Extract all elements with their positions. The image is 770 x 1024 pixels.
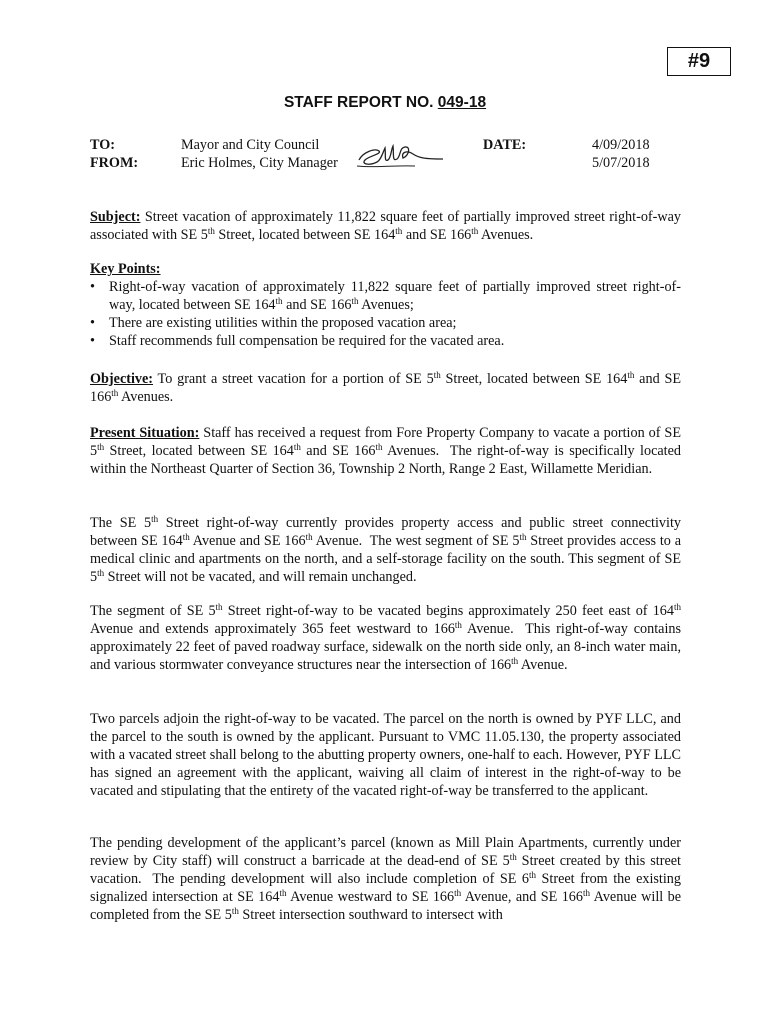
from-label: FROM: xyxy=(90,155,139,171)
signature-initials xyxy=(355,138,445,172)
bullet-icon: • xyxy=(90,315,95,331)
present-situation-paragraph: Present Situation: Staff has received a request from Fore Property Company to vacate a portion of SE 5th Street, located between SE 164th and SE 166th Avenues. The right-of-way is specifically located within the Northeast Quarter of Section 36, Township 2 North, Range 2 East, Willamette Meridian. xyxy=(90,425,682,477)
from-value: Eric Holmes, City Manager xyxy=(181,155,338,171)
key-point-text: There are existing utilities within the proposed vacation area; xyxy=(109,315,457,331)
bullet-icon: • xyxy=(90,333,95,349)
present-situation-label: Present Situation: xyxy=(90,425,200,441)
subject-paragraph: Subject: Street vacation of approximately 11,822 square feet of partially improved street right-of-way associated with SE 5th Street, located between SE 164th and SE 166th Avenues. xyxy=(90,209,681,243)
to-value: Mayor and City Council xyxy=(181,137,320,153)
to-label: TO: xyxy=(90,137,115,153)
key-points-heading xyxy=(90,260,681,278)
date-label: DATE: xyxy=(483,137,527,153)
list-item xyxy=(90,332,681,350)
report-title xyxy=(0,94,770,112)
body-paragraph-connectivity: The SE 5th Street right-of-way currently provides property access and public street connectivity between SE 164th Avenue and SE 166th Avenue. The west segment of SE 5th Street provides access to a medical clinic and apartments on the north, and a self-storage facility on the south. This segment of SE 5th Street will not be vacated, and will remain unchanged. xyxy=(90,514,682,585)
body-paragraph-parcels: Two parcels adjoin the right-of-way to be vacated. The parcel on the north is owned by PYF LLC, and the parcel to the south is owned by the applicant. Pursuant to VMC 11.05.130, the property associated with a vacated street shall belong to the abutting property owners, one-half to each. However, PYF LLC has signed an agreement with the applicant, waiving all claim of interest in the right-of-way to be vacated and stipulating that the entirety of the vacated right-of-way be transferred to the applicant. xyxy=(90,711,681,799)
report-title-prefix: STAFF REPORT NO. xyxy=(283,94,438,111)
objective-paragraph: Objective: To grant a street vacation for a portion of SE 5th Street, located between SE 164th and SE 166th Avenues. xyxy=(90,370,682,405)
key-points-list xyxy=(90,278,681,350)
date-second: 5/07/2018 xyxy=(592,155,650,171)
report-number: 049-18 xyxy=(437,94,487,111)
bullet-icon: • xyxy=(90,279,95,295)
objective-label: Objective: xyxy=(90,371,154,387)
body-paragraph-segment: The segment of SE 5th Street right-of-way to be vacated begins approximately 250 feet east of 164th Avenue and extends approximately 365 feet westward to 166th Avenue. This right-of-way contains approximately 22 feet of paved roadway surface, sidewalk on the north side only, an 8-inch water main, and various stormwater conveyance structures near the intersection of 166th Avenue. xyxy=(90,602,681,673)
key-points-label: Key Points: xyxy=(90,261,161,277)
list-item xyxy=(90,314,681,332)
key-point-text: Staff recommends full compensation be required for the vacated area. xyxy=(109,333,505,349)
list-item: • Right-of-way vacation of approximately 11,822 square feet of partially improved street right-of-way, located between SE 164th and SE 166th Avenues; xyxy=(90,279,681,313)
body-paragraph-development: The pending development of the applicant’s parcel (known as Mill Plain Apartments, currently under review by City staff) will construct a barricade at the dead-end of SE 5th Street created by this street vacation. The pending development will also include completion of SE 6th Street from the existing signalized intersection at SE 164th Avenue westward to SE 166th Avenue, and SE 166th Avenue will be completed from the SE 5th Street intersection southward to intersect with xyxy=(90,835,682,923)
subject-label: Subject: xyxy=(90,209,141,225)
agenda-item-number: #9 xyxy=(667,47,731,76)
date-first: 4/09/2018 xyxy=(592,137,650,153)
